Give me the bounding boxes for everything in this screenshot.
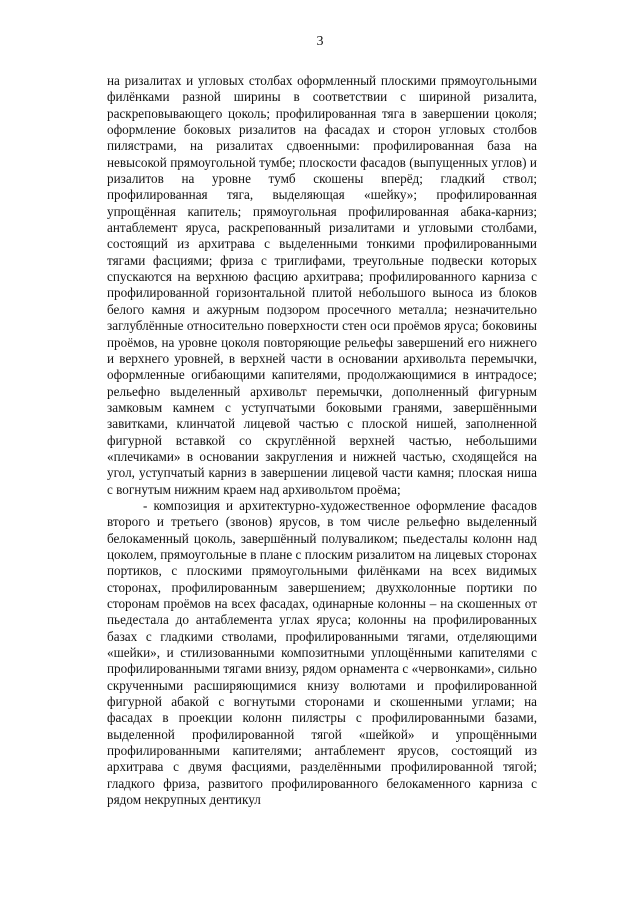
page-number: 3	[316, 34, 324, 49]
document-body	[107, 73, 537, 808]
paragraph-continuation: на ризалитах и угловых столбах оформленный плоскими прямоугольными филёнками разной ширины в соответствии с шириной ризалита, раскреповывающего цоколь; профилированная тяга в завершении цоколя; оформление боковых ризалитов на фасадах и сторон угловых столбов пилястрами, на ризалитах сдвоенными: профилированная база на невысокой прямоугольной тумбе; плоскости фасадов (выпущенных углов) и ризалитов на уровне тумб скошены вперёд; гладкий ствол; профилированная тяга, выделяющая «шейку»; профилированная упрощённая капитель; прямоугольная профилированная абака-карниз; антаблемент яруса, раскрепованный ризалитами и угловыми столбами, состоящий из архитрава с выделенными тонкими профилированными тягами фасциями; фриза с триглифами, треугольные подвески которых спускаются на верхнюю фасцию архитрава; профилированного карниза с профилированной горизонтальной плитой небольшого выноса из блоков белого камня и ажурным подзором просечного металла; незначительно заглублённые относительно поверхности стен оси проёмов яруса; боковины проёмов, на уровне цоколя повторяющие рельефы завершений его нижнего и верхнего уровней, в верхней части в основании архивольта перемычки, оформленные огибающими капителями, продолжающимися в интрадосе; рельефно выделенный архивольт перемычки, дополненный фигурным замковым камнем с уступчатыми боковыми гранями, завершёнными завитками, клинчатой лицевой частью с плоской нишей, заполненной фигурной вставкой со скруглённой верхней частью, небольшими «плечиками» в основании закругления и нижней частью, сходящейся на угол, уступчатый карниз в завершении лицевой части камня; плоская ниша с вогнутым нижним краем над архивольтом проёма;	[107, 73, 537, 497]
paragraph-list-item: - композиция и архитектурно-художественное оформление фасадов второго и третьего (звонов) ярусов, в том числе рельефно выделенный белокаменный цоколь, завершённый полуваликом; пьедесталы колонн над цоколем, прямоугольные в плане с плоским ризалитом на лицевых сторонах портиков, с плоскими прямоугольными филёнками на всех видимых сторонах, профилированным завершением; двухколонные портики по сторонам проёмов на всех фасадах, одинарные колонны – на скошенных от пьедестала до антаблемента углах яруса; колонны на профилированных базах с гладкими стволами, профилированными тягами, отделяющими «шейки», и стилизованными композитными уплощёнными капителями с профилированными тягами внизу, рядом орнамента с «червонками», сильно скрученными расширяющимися книзу волютами и профилированной фигурной абакой с вогнутыми сторонами и скошенными углами; на фасадах в проекции колонн пилястры с профилированными базами, выделенной профилированной тягой «шейкой» и упрощёнными профилированными капителями; антаблемент ярусов, состоящий из архитрава с двумя фасциями, разделёнными профилированной тягой; гладкого фриза, развитого профилированного белокаменного карниза с рядом некрупных дентикул	[107, 497, 537, 808]
